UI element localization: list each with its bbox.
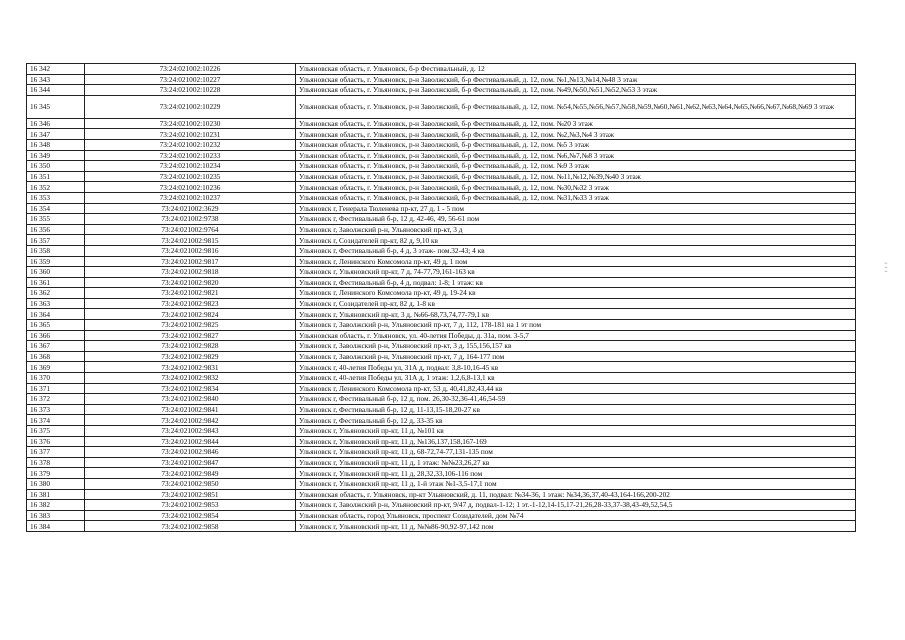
cadastral-number-cell: 73:24:021002:10234	[85, 161, 296, 172]
row-number-cell: 16 365	[27, 320, 85, 331]
row-number-cell: 16 347	[27, 129, 85, 140]
row-number-cell: 16 364	[27, 309, 85, 320]
cadastral-number-cell: 73:24:021002:9824	[85, 309, 296, 320]
address-cell: Ульяновск г, Ульяновский пр-кт, 11 д, №136,137,158,167-169	[296, 436, 856, 447]
address-cell: Ульяновск г, Фестивальный б-р, 4 д, 3 этаж- пом.32-43; 4 кв	[296, 245, 856, 256]
row-number-cell: 16 352	[27, 182, 85, 193]
address-cell: Ульяновская область, г. Ульяновск, р-н Заволжский, б-р Фестивальный, д. 12, пом. №2,№3,№4 3 этаж	[296, 129, 856, 140]
row-number-cell: 16 362	[27, 288, 85, 299]
row-number-cell: 16 376	[27, 436, 85, 447]
table-row	[27, 192, 856, 203]
table-row	[27, 489, 856, 500]
cadastral-number-cell: 73:24:021002:9851	[85, 489, 296, 500]
table-row	[27, 74, 856, 85]
cadastral-number-cell: 73:24:021002:9818	[85, 267, 296, 278]
address-cell: Ульяновск г, Фестивальный б-р, 12 д, пом. 26,30-32,36-41,46,54-59	[296, 394, 856, 405]
address-cell: Ульяновск г, Созидателей пр-кт, 82 д, 1-8 кв	[296, 298, 856, 309]
cadastral-number-cell: 73:24:021002:10230	[85, 118, 296, 129]
cadastral-number-cell: 73:24:021002:9816	[85, 245, 296, 256]
row-number-cell: 16 363	[27, 298, 85, 309]
row-number-cell: 16 370	[27, 373, 85, 384]
cadastral-number-cell: 73:24:021002:10229	[85, 95, 296, 118]
row-number-cell: 16 351	[27, 171, 85, 182]
address-cell: Ульяновск г, Ленинского Комсомола пр-кт, 49 д, 1 пом	[296, 256, 856, 267]
cadastral-number-cell: 73:24:021002:9844	[85, 436, 296, 447]
row-number-cell: 16 355	[27, 214, 85, 225]
cadastral-number-cell: 73:24:021002:10228	[85, 85, 296, 96]
margin-marks: ‹ ‹ ‹	[882, 262, 890, 273]
table-row	[27, 203, 856, 214]
cadastral-number-cell: 73:24:021002:9847	[85, 457, 296, 468]
table-row	[27, 500, 856, 511]
address-cell: Ульяновск г, Ульяновский пр-кт, 11 д, №№86-90,92-97,142 пом	[296, 521, 856, 532]
row-number-cell: 16 342	[27, 64, 85, 75]
row-number-cell: 16 343	[27, 74, 85, 85]
address-cell: Ульяновская область, г. Ульяновск, р-н Заволжский, б-р Фестивальный, д. 12, пом. №30,№32 3 этаж	[296, 182, 856, 193]
address-cell: Ульяновская область, г. Ульяновск, ул. 40-летия Победы, д. 31а, пом. 3-5,7	[296, 330, 856, 341]
table-row	[27, 478, 856, 489]
cadastral-number-cell: 73:24:021002:9738	[85, 214, 296, 225]
row-number-cell: 16 383	[27, 510, 85, 521]
table-row	[27, 404, 856, 415]
cadastral-number-cell: 73:24:021002:10231	[85, 129, 296, 140]
address-cell: Ульяновск г, Ленинского Комсомола пр-кт, 53 д, 40,41,82,43,44 кв	[296, 383, 856, 394]
address-cell: Ульяновск г, Ульяновский пр-кт, 11 д, 1-й этаж №1-3,5-17,1 пом	[296, 478, 856, 489]
address-cell: Ульяновск г, Фестивальный б-р, 12 д, 42-46, 49, 56-61 пом	[296, 214, 856, 225]
address-cell: Ульяновск г, Ульяновский пр-кт, 3 д, №66-68,73,74,77-79,1 кв	[296, 309, 856, 320]
row-number-cell: 16 384	[27, 521, 85, 532]
table-row	[27, 139, 856, 150]
cadastral-number-cell: 73:24:021002:9849	[85, 468, 296, 479]
cadastral-number-cell: 73:24:021002:10226	[85, 64, 296, 75]
address-cell: Ульяновск г, Фестивальный б-р, 4 д, подвал: 1-8; 1 этаж: кв	[296, 277, 856, 288]
cadastral-number-cell: 73:24:021002:9842	[85, 415, 296, 426]
table-row	[27, 214, 856, 225]
row-number-cell: 16 371	[27, 383, 85, 394]
table-row	[27, 171, 856, 182]
cadastral-number-cell: 73:24:021002:3629	[85, 203, 296, 214]
table-row	[27, 394, 856, 405]
row-number-cell: 16 357	[27, 235, 85, 246]
table-row	[27, 457, 856, 468]
table-row	[27, 447, 856, 458]
cadastral-number-cell: 73:24:021002:9823	[85, 298, 296, 309]
cadastral-number-cell: 73:24:021002:10236	[85, 182, 296, 193]
table-row	[27, 129, 856, 140]
row-number-cell: 16 374	[27, 415, 85, 426]
cadastral-number-cell: 73:24:021002:9850	[85, 478, 296, 489]
address-cell: Ульяновск г, Фестивальный б-р, 12 д, 11-13,15-18,20-27 кв	[296, 404, 856, 415]
address-cell: Ульяновск г, Ульяновский пр-кт, 11 д, 1 этаж: №№23,26,27 кв	[296, 457, 856, 468]
address-cell: Ульяновск г, Заволжский р-н, Ульяновский пр-кт, 7 д, 164-177 пом	[296, 351, 856, 362]
cadastral-number-cell: 73:24:021002:9815	[85, 235, 296, 246]
table-row	[27, 351, 856, 362]
address-cell: Ульяновск г, Ленинского Комсомола пр-кт, 49 д, 19-24 кв	[296, 288, 856, 299]
row-number-cell: 16 369	[27, 362, 85, 373]
cadastral-register-table	[26, 63, 856, 532]
address-cell: Ульяновская область, г. Ульяновск, р-н Заволжский, б-р Фестивальный, д. 12, пом. №20 3 этаж	[296, 118, 856, 129]
cadastral-number-cell: 73:24:021002:9825	[85, 320, 296, 331]
table-row	[27, 521, 856, 532]
address-cell: Ульяновская область, г. Ульяновск, р-н Заволжский, б-р Фестивальный, д. 12, пом. №49,№50,№51,№52,№53 3 этаж	[296, 85, 856, 96]
cadastral-number-cell: 73:24:021002:10235	[85, 171, 296, 182]
address-cell: Ульяновская область, город Ульяновск, проспект Созидателей, дом №74	[296, 510, 856, 521]
address-cell: Ульяновск г, Заволжский р-н, Ульяновский пр-кт, 9/47 д, подвал-1-12; 1 эт.-1-12,14-15,17-21,26,28-33,37-38,43-49,52,54,5	[296, 500, 856, 511]
row-number-cell: 16 382	[27, 500, 85, 511]
cadastral-number-cell: 73:24:021002:9846	[85, 447, 296, 458]
table-row	[27, 118, 856, 129]
table-row	[27, 288, 856, 299]
table-row	[27, 224, 856, 235]
register-table-container	[26, 63, 855, 532]
address-cell: Ульяновск г, Фестивальный б-р, 12 д, 33-35 кв	[296, 415, 856, 426]
table-row	[27, 415, 856, 426]
table-row	[27, 436, 856, 447]
address-cell: Ульяновск г, Созидателей пр-кт, 82 д, 9,10 кв	[296, 235, 856, 246]
row-number-cell: 16 381	[27, 489, 85, 500]
table-row	[27, 320, 856, 331]
cadastral-number-cell: 73:24:021002:10237	[85, 192, 296, 203]
table-row	[27, 362, 856, 373]
row-number-cell: 16 359	[27, 256, 85, 267]
table-row	[27, 510, 856, 521]
address-cell: Ульяновская область, г. Ульяновск, б-р Фестивальный, д. 12	[296, 64, 856, 75]
address-cell: Ульяновск г, Ульяновский пр-кт, 11 д, 68-72,74-77,131-135 пом	[296, 447, 856, 458]
cadastral-number-cell: 73:24:021002:9843	[85, 426, 296, 437]
table-row	[27, 426, 856, 437]
row-number-cell: 16 378	[27, 457, 85, 468]
cadastral-number-cell: 73:24:021002:9828	[85, 341, 296, 352]
table-row	[27, 341, 856, 352]
cadastral-number-cell: 73:24:021002:9840	[85, 394, 296, 405]
table-row	[27, 309, 856, 320]
table-row	[27, 256, 856, 267]
cadastral-number-cell: 73:24:021002:9834	[85, 383, 296, 394]
row-number-cell: 16 354	[27, 203, 85, 214]
address-cell: Ульяновск г, Генерала Тюленева пр-кт, 27 д, 1 - 5 пом	[296, 203, 856, 214]
cadastral-number-cell: 73:24:021002:9841	[85, 404, 296, 415]
table-row	[27, 182, 856, 193]
row-number-cell: 16 368	[27, 351, 85, 362]
row-number-cell: 16 360	[27, 267, 85, 278]
table-row	[27, 85, 856, 96]
cadastral-number-cell: 73:24:021002:9831	[85, 362, 296, 373]
address-cell: Ульяновск г, 40-летия Победы ул, 31А д, подвал: 3,8-10,16-45 кв	[296, 362, 856, 373]
cadastral-number-cell: 73:24:021002:9829	[85, 351, 296, 362]
row-number-cell: 16 377	[27, 447, 85, 458]
address-cell: Ульяновская область, г. Ульяновск, пр-кт Ульяновский, д. 11, подвал: №34-36, 1 этаж: №34,36,37,40-43,164-166,200-202	[296, 489, 856, 500]
table-row	[27, 277, 856, 288]
cadastral-number-cell: 73:24:021002:9827	[85, 330, 296, 341]
row-number-cell: 16 373	[27, 404, 85, 415]
table-row	[27, 235, 856, 246]
row-number-cell: 16 379	[27, 468, 85, 479]
cadastral-number-cell: 73:24:021002:9854	[85, 510, 296, 521]
cadastral-number-cell: 73:24:021002:10233	[85, 150, 296, 161]
cadastral-number-cell: 73:24:021002:9858	[85, 521, 296, 532]
row-number-cell: 16 350	[27, 161, 85, 172]
row-number-cell: 16 344	[27, 85, 85, 96]
address-cell: Ульяновская область, г. Ульяновск, р-н Заволжский, б-р Фестивальный, д. 12, пом. №1,№13,№14,№48 3 этаж	[296, 74, 856, 85]
table-row	[27, 298, 856, 309]
address-cell: Ульяновск г, Ульяновский пр-кт, 11 д, №101 кв	[296, 426, 856, 437]
address-cell: Ульяновск г, Ульяновский пр-кт, 11 д, 28,32,33,106-116 пом	[296, 468, 856, 479]
cadastral-number-cell: 73:24:021002:9821	[85, 288, 296, 299]
address-cell: Ульяновская область, г. Ульяновск, р-н Заволжский, б-р Фестивальный, д. 12, пом. №11,№12,№39,№40 3 этаж	[296, 171, 856, 182]
row-number-cell: 16 345	[27, 95, 85, 118]
table-row	[27, 373, 856, 384]
cadastral-number-cell: 73:24:021002:10232	[85, 139, 296, 150]
table-row	[27, 95, 856, 118]
table-row	[27, 267, 856, 278]
table-row	[27, 245, 856, 256]
row-number-cell: 16 353	[27, 192, 85, 203]
address-cell: Ульяновск г, Заволжский р-н, Ульяновский пр-кт, 7 д, 112, 178-181 на 1 эт пом	[296, 320, 856, 331]
cadastral-number-cell: 73:24:021002:9817	[85, 256, 296, 267]
address-cell: Ульяновск г, Ульяновский пр-кт, 7 д, 74-77,79,161-163 кв	[296, 267, 856, 278]
table-row	[27, 330, 856, 341]
cadastral-number-cell: 73:24:021002:9820	[85, 277, 296, 288]
row-number-cell: 16 356	[27, 224, 85, 235]
row-number-cell: 16 380	[27, 478, 85, 489]
cadastral-number-cell: 73:24:021002:9764	[85, 224, 296, 235]
row-number-cell: 16 348	[27, 139, 85, 150]
address-cell: Ульяновская область, г. Ульяновск, р-н Заволжский, б-р Фестивальный, д. 12, пом. №54,№55,№56,№57,№58,№59,№60,№61,№62,№63,№64,№65,№66,№67,№68,№69 3 этаж	[296, 95, 856, 118]
row-number-cell: 16 346	[27, 118, 85, 129]
address-cell: Ульяновская область, г. Ульяновск, р-н Заволжский, б-р Фестивальный, д. 12, пом. №9 3 этаж	[296, 161, 856, 172]
row-number-cell: 16 358	[27, 245, 85, 256]
row-number-cell: 16 367	[27, 341, 85, 352]
table-row	[27, 468, 856, 479]
cadastral-number-cell: 73:24:021002:9832	[85, 373, 296, 384]
table-row	[27, 383, 856, 394]
address-cell: Ульяновская область, г. Ульяновск, р-н Заволжский, б-р Фестивальный, д. 12, пом. №5 3 этаж	[296, 139, 856, 150]
row-number-cell: 16 361	[27, 277, 85, 288]
address-cell: Ульяновская область, г. Ульяновск, р-н Заволжский, б-р Фестивальный, д. 12, пом. №6,№7,№8 3 этаж	[296, 150, 856, 161]
table-row	[27, 64, 856, 75]
address-cell: Ульяновская область, г. Ульяновск, р-н Заволжский, б-р Фестивальный, д. 12, пом. №31,№33 3 этаж	[296, 192, 856, 203]
address-cell: Ульяновск г, 40-летия Победы ул, 31А д, 1 этаж: 1,2,6,8-13,1 кв	[296, 373, 856, 384]
row-number-cell: 16 372	[27, 394, 85, 405]
address-cell: Ульяновск г, Заволжский р-н, Ульяновский пр-кт, 3 д, 155,156,157 кв	[296, 341, 856, 352]
address-cell: Ульяновск г, Заволжский р-н, Ульяновский пр-кт, 3 д	[296, 224, 856, 235]
cadastral-number-cell: 73:24:021002:10227	[85, 74, 296, 85]
row-number-cell: 16 375	[27, 426, 85, 437]
row-number-cell: 16 366	[27, 330, 85, 341]
cadastral-number-cell: 73:24:021002:9853	[85, 500, 296, 511]
table-body	[27, 64, 856, 532]
table-row	[27, 150, 856, 161]
row-number-cell: 16 349	[27, 150, 85, 161]
table-row	[27, 161, 856, 172]
